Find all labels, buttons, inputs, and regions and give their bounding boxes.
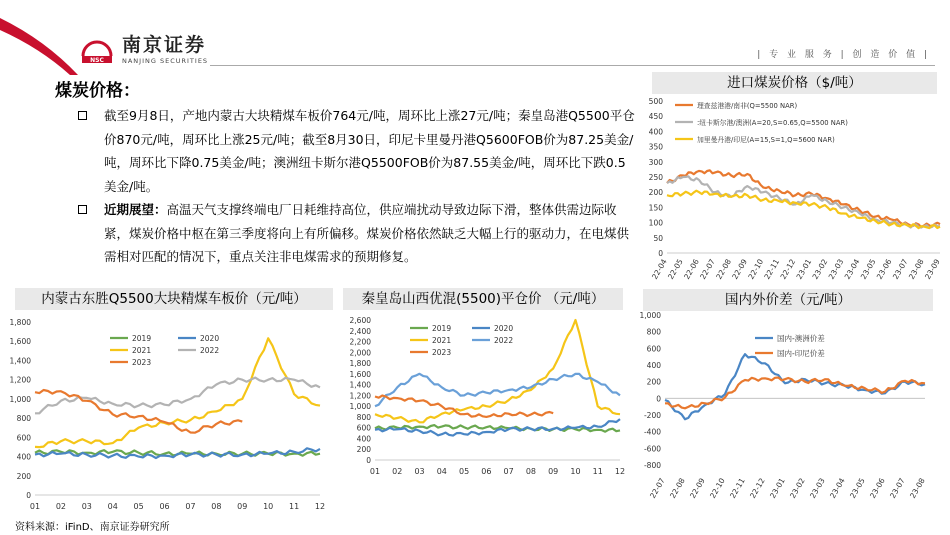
slogan: | 专 业 服 务 | 创 造 价 值 |: [757, 50, 930, 60]
x-tick-label: 23-03: [826, 257, 846, 281]
x-tick-label: 02: [392, 467, 403, 476]
x-tick-label: 08: [525, 467, 537, 476]
chart-title-inner: 内蒙古东胜Q5500大块精煤车板价（元/吨）: [15, 288, 333, 310]
x-tick-label: 07: [503, 467, 514, 476]
x-tick-label: 22-09: [688, 476, 707, 500]
y-tick-label: 600: [646, 344, 661, 354]
legend-label: 理查兹港港/南非(Q=5500 NAR): [697, 102, 798, 110]
y-tick-label: 50: [653, 233, 663, 243]
x-tick-label: 22-08: [668, 476, 687, 500]
x-tick-label: 05: [458, 467, 470, 476]
logo: [80, 36, 208, 65]
x-tick-label: 12: [314, 502, 326, 511]
y-tick-label: 500: [648, 97, 663, 106]
source-note: 资料来源：iFinD、南京证券研究所: [15, 522, 170, 533]
x-tick-label: 23-09: [923, 257, 942, 281]
x-tick-label: 05: [133, 502, 144, 511]
x-tick-label: 23-04: [828, 476, 847, 500]
y-tick-label: 150: [648, 203, 663, 213]
page-header: [0, 0, 950, 75]
logo-abbr: NSC: [90, 57, 104, 65]
x-tick-label: 22-07: [698, 257, 717, 281]
x-tick-label: 02: [55, 502, 67, 511]
y-tick-label: -200: [643, 411, 661, 420]
y-tick-label: 1,800: [349, 359, 371, 369]
y-tick-label: 2,400: [349, 326, 371, 336]
y-tick-label: 2,600: [349, 316, 371, 325]
legend-label: :纽卡斯尔港/澳洲(A=20,S=0.65,Q=5500 NAR): [697, 119, 848, 127]
x-tick-label: 03: [81, 502, 92, 511]
bullet-square-icon: [78, 111, 87, 120]
y-tick-label: 600: [16, 433, 31, 443]
y-tick-label: 100: [648, 218, 663, 228]
page-title: 煤炭价格：: [55, 81, 140, 101]
chart-import: [645, 93, 945, 288]
series-line: [35, 338, 320, 447]
legend-label: 国内-澳洲价差: [777, 334, 825, 343]
y-tick-label: 1,600: [9, 337, 31, 347]
x-tick-label: 22-12: [778, 257, 798, 281]
x-tick-label: 07: [185, 502, 196, 511]
y-tick-label: 400: [646, 361, 661, 370]
x-tick-label: 22-08: [714, 257, 733, 281]
y-tick-label: 0: [658, 249, 663, 258]
bullet-text: 高温天气支撑终端电厂日耗维持高位，供应端扰动导致边际下滑，整体供需边际收紧，煤炭价格中枢在第三季度将向上有所偏移。煤炭价格依然缺乏大幅上行的驱动力，在电煤供需相对匹配的情况下，重点关注非电煤需求的预期修复。: [104, 202, 630, 264]
x-tick-label: 22-05: [666, 257, 685, 281]
y-tick-label: 350: [648, 142, 663, 152]
y-tick-label: 250: [648, 173, 663, 182]
y-tick-label: 1,400: [349, 380, 371, 390]
chart-qhd: [335, 310, 625, 520]
legend-label: 2021: [432, 336, 452, 345]
x-tick-label: 23-08: [906, 257, 926, 281]
bullet-list: [78, 104, 638, 269]
y-tick-label: 0: [656, 394, 661, 404]
x-tick-label: 10: [570, 467, 581, 476]
x-tick-label: 22-04: [650, 257, 669, 281]
y-tick-label: 450: [648, 112, 663, 122]
legend-label: 2021: [132, 346, 152, 355]
y-tick-label: 800: [646, 327, 661, 337]
bullet-lead: 近期展望：: [104, 202, 167, 217]
y-tick-label: 1,200: [349, 391, 371, 401]
x-tick-label: 23-05: [848, 476, 867, 500]
x-tick-label: 23-02: [810, 257, 830, 281]
y-tick-label: 800: [16, 414, 31, 424]
bullet-item: [78, 104, 638, 198]
y-tick-label: 200: [648, 188, 663, 198]
y-tick-label: 400: [356, 434, 371, 444]
x-tick-label: 22-12: [748, 476, 767, 500]
x-tick-label: 23-04: [842, 257, 862, 281]
legend-label: 2023: [132, 358, 152, 367]
legend-label: 2019: [132, 334, 152, 343]
x-tick-label: 09: [237, 502, 248, 511]
series-line: [665, 354, 925, 419]
legend-label: 2022: [494, 336, 514, 345]
x-tick-label: 06: [481, 467, 492, 476]
legend-label: 2022: [200, 346, 220, 355]
y-tick-label: 800: [356, 412, 371, 422]
y-tick-label: 400: [16, 452, 31, 462]
x-tick-label: 23-07: [890, 257, 910, 281]
y-tick-label: -800: [643, 461, 661, 470]
y-tick-label: 0: [26, 491, 31, 500]
x-tick-label: 23-01: [794, 257, 814, 281]
x-tick-label: 04: [436, 467, 447, 476]
x-tick-label: 23-06: [868, 476, 887, 500]
logo-cn: 南京证券: [122, 34, 207, 56]
y-tick-label: 1,200: [9, 375, 31, 385]
legend-label: 加里曼丹港/印尼(A=15,S=1,Q=5600 NAR): [697, 136, 835, 144]
x-tick-label: 22-07: [648, 476, 667, 500]
y-tick-label: 2,200: [349, 337, 371, 347]
x-tick-label: 10: [263, 502, 274, 511]
x-tick-label: 01: [29, 502, 41, 511]
y-tick-label: 1,000: [9, 394, 31, 404]
brand-arc: [0, 0, 80, 75]
y-tick-label: 400: [648, 127, 663, 137]
bullet-text: 截至9月8日，产地内蒙古大块精煤车板价764元/吨，周环比上涨27元/吨；秦皇岛港Q5500平仓价870元/吨，周环比上涨25元/吨；截至8月30日，印尼卡里曼丹港Q5600FOB价为87.25美金/吨，周环比下降0.75美金/吨；澳洲纽卡斯尔港Q5500FOB价为87.55美金/吨，周环比下跌0.5美金/吨。: [104, 108, 635, 194]
bullet-square-icon: [78, 205, 87, 214]
y-tick-label: 1,000: [639, 311, 661, 320]
legend-label: 国内-印尼价差: [777, 349, 825, 358]
x-tick-label: 08: [211, 502, 222, 511]
legend-label: 2020: [494, 324, 514, 333]
x-tick-label: 22-11: [762, 257, 782, 281]
chart-title-import: 进口煤炭价格（$/吨）: [652, 72, 937, 94]
x-tick-label: 23-06: [874, 257, 894, 281]
y-tick-label: 200: [356, 445, 371, 455]
y-tick-label: 1,600: [349, 369, 371, 379]
x-tick-label: 22-06: [682, 257, 701, 281]
y-tick-label: 200: [16, 471, 31, 481]
x-tick-label: 06: [159, 502, 170, 511]
x-tick-label: 22-10: [746, 257, 766, 281]
y-tick-label: -400: [643, 427, 661, 437]
x-tick-label: 23-07: [888, 476, 907, 500]
chart-spread: [635, 310, 930, 525]
logo-en: NANJING SECURITIES: [122, 57, 209, 65]
y-tick-label: -600: [643, 444, 661, 454]
x-tick-label: 03: [414, 467, 425, 476]
x-tick-label: 11: [592, 467, 603, 476]
legend-label: 2023: [432, 348, 452, 357]
y-tick-label: 2,000: [349, 348, 371, 358]
x-tick-label: 23-01: [768, 476, 787, 500]
x-tick-label: 23-03: [808, 476, 827, 500]
x-tick-label: 23-05: [858, 257, 878, 281]
x-tick-label: 12: [614, 467, 625, 476]
legend-label: 2020: [200, 334, 220, 343]
x-tick-label: 04: [107, 502, 118, 511]
x-tick-label: 22-10: [708, 476, 727, 500]
chart-inner: [5, 310, 327, 520]
y-tick-label: 300: [648, 157, 663, 167]
y-tick-label: 600: [356, 423, 371, 433]
x-tick-label: 01: [369, 467, 381, 476]
bullet-item: [78, 198, 638, 269]
x-tick-label: 22-11: [728, 476, 747, 500]
y-tick-label: 1,000: [349, 402, 371, 412]
y-tick-label: 200: [646, 377, 661, 387]
x-tick-label: 22-09: [730, 257, 750, 281]
y-tick-label: 1,800: [9, 318, 31, 327]
x-tick-label: 11: [288, 502, 300, 511]
chart-title-qhd: 秦皇岛山西优混(5500)平仓价 （元/吨）: [343, 288, 623, 310]
chart-title-spread: 国内外价差（元/吨）: [643, 289, 933, 311]
x-tick-label: 23-08: [908, 476, 927, 500]
series-line: [375, 396, 553, 417]
logo-mark-icon: [80, 36, 114, 64]
y-tick-label: 1,400: [9, 356, 31, 366]
x-tick-label: 09: [548, 467, 559, 476]
header-divider: [210, 65, 935, 66]
legend-label: 2019: [432, 324, 452, 333]
x-tick-label: 23-02: [788, 476, 807, 500]
y-tick-label: 0: [366, 456, 371, 465]
